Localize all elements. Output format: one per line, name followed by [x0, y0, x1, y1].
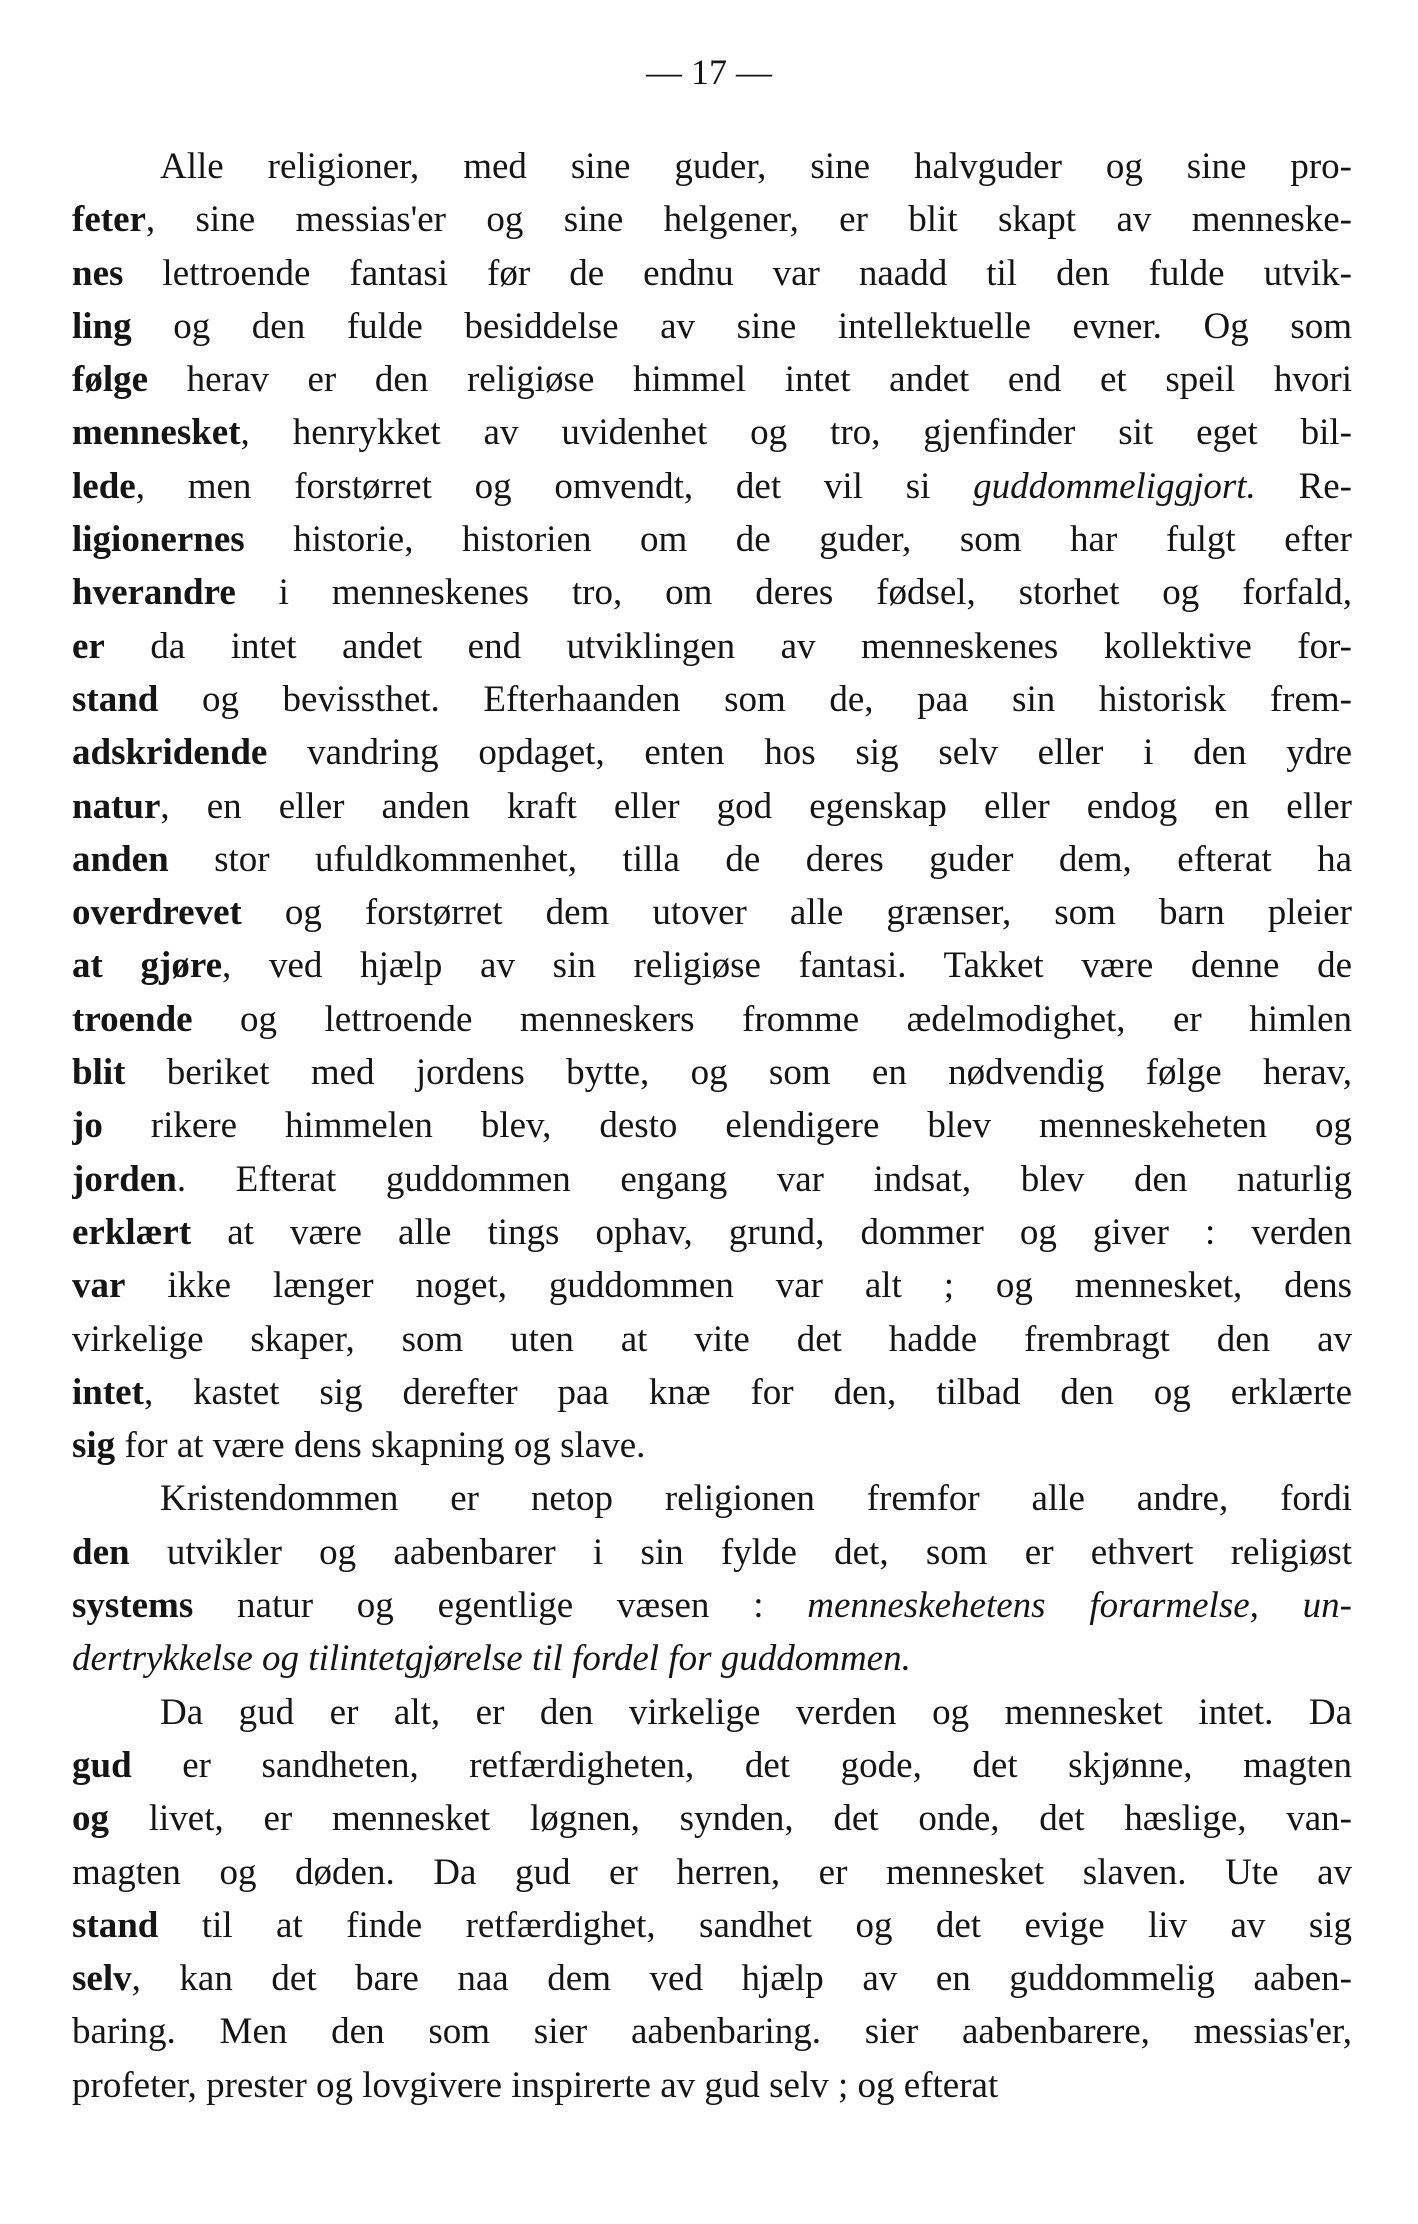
text-segment: baring. Men den som sier aabenbaring. sier aabenbarere, messias'er,	[72, 2011, 1352, 2053]
text-segment: selv	[72, 1958, 132, 2000]
text-segment: virkelige skaper, som uten at vite det hadde frembragt den av	[72, 1318, 1352, 1360]
text-line	[72, 1952, 1352, 2005]
text-line	[72, 1792, 1352, 1845]
text-segment: og den fulde besiddelse av sine intellektuelle evner. Og som	[131, 305, 1352, 347]
text-segment: stand	[72, 678, 159, 720]
text-segment: Kristendommen er netop religionen fremfor alle andre, fordi	[160, 1478, 1352, 1520]
text-segment: Re-	[1255, 465, 1352, 507]
text-segment: magten og døden. Da gud er herren, er mennesket slaven. Ute av	[72, 1851, 1352, 1893]
text-line	[72, 566, 1352, 619]
text-segment: utvikler og aabenbarer i sin fylde det, som er ethvert religiøst	[129, 1531, 1352, 1573]
text-segment: og	[72, 1798, 109, 1840]
text-segment: følge	[72, 359, 149, 401]
text-segment: herav er den religiøse himmel intet andet end et speil hvori	[148, 359, 1352, 401]
italic-text: guddommeliggjort.	[973, 465, 1256, 507]
text-line	[72, 780, 1352, 833]
text-segment: , henrykket av uvidenhet og tro, gjenfinder sit eget bil-	[240, 412, 1352, 454]
text-segment: og bevissthet. Efterhaanden som de, paa sin historisk frem-	[158, 678, 1352, 720]
text-line	[72, 1153, 1352, 1206]
paragraph	[72, 1686, 1352, 2112]
text-line	[72, 1579, 1352, 1632]
text-line	[72, 886, 1352, 939]
text-line	[72, 1046, 1352, 1099]
text-segment: historie, historien om de guder, som har fulgt efter	[244, 519, 1352, 561]
text-segment: for at være dens skapning og slave.	[115, 1425, 646, 1467]
text-line	[72, 513, 1352, 566]
text-segment: livet, er mennesket løgnen, synden, det onde, det hæslige, van-	[109, 1798, 1352, 1840]
text-segment: , sine messias'er og sine helgener, er blit skapt av menneske-	[145, 199, 1352, 241]
text-segment: , kan det bare naa dem ved hjælp av en guddommelig aaben-	[131, 1958, 1352, 2000]
text-segment: jorden	[72, 1158, 177, 1200]
text-segment: , en eller anden kraft eller god egenskap eller endog en eller	[160, 785, 1352, 827]
text-segment: stor ufuldkommenhet, tilla de deres guder dem, efterat ha	[168, 838, 1352, 880]
text-line	[72, 1206, 1352, 1259]
text-segment: at gjøre	[72, 945, 223, 987]
text-segment: natur	[72, 785, 161, 827]
text-line	[72, 939, 1352, 992]
text-line	[72, 460, 1352, 513]
text-segment: Da gud er alt, er den virkelige verden og mennesket intet. Da	[160, 1691, 1352, 1733]
text-line	[72, 673, 1352, 726]
text-segment: at være alle tings ophav, grund, dommer og giver : verden	[191, 1211, 1352, 1253]
text-line	[72, 1419, 1352, 1472]
text-segment: er	[72, 625, 105, 667]
text-segment: profeter, prester og lovgivere inspirerte av gud selv ; og efterat	[72, 2064, 999, 2106]
text-segment: den	[72, 1531, 130, 1573]
text-line	[72, 1313, 1352, 1366]
text-segment: i menneskenes tro, om deres fødsel, storhet og forfald,	[235, 572, 1352, 614]
text-line	[72, 1526, 1352, 1579]
text-segment: lettroende fantasi før de endnu var naadd til den fulde utvik-	[123, 252, 1352, 294]
text-line	[72, 1259, 1352, 1312]
text-line	[72, 993, 1352, 1046]
italic-text: dertrykkelse og tilintetgjørelse til fordel for guddommen.	[72, 1638, 911, 1680]
text-segment: rikere himmelen blev, desto elendigere blev menneskeheten og	[102, 1105, 1352, 1147]
text-segment: da intet andet end utviklingen av menneskenes kollektive for-	[104, 625, 1352, 667]
text-segment: blit	[72, 1052, 126, 1094]
paragraph	[72, 140, 1352, 1472]
text-line	[72, 1099, 1352, 1152]
text-segment: var	[72, 1265, 126, 1307]
text-segment: natur og egentlige væsen :	[193, 1585, 808, 1627]
text-segment: ikke længer noget, guddommen var alt ; og mennesket, dens	[125, 1265, 1352, 1307]
text-segment: adskridende	[72, 732, 268, 774]
text-segment: og lettroende menneskers fromme ædelmodighet, er himlen	[192, 998, 1352, 1040]
text-segment: jo	[72, 1105, 103, 1147]
text-segment: intet	[72, 1371, 144, 1413]
text-line	[72, 726, 1352, 779]
text-line	[72, 140, 1352, 193]
text-segment: . Efterat guddommen engang var indsat, blev den naturlig	[176, 1158, 1352, 1200]
text-line	[72, 193, 1352, 246]
text-segment: til at finde retfærdighet, sandhet og det evige liv av sig	[158, 1904, 1352, 1946]
text-line	[72, 353, 1352, 406]
text-segment: ligionernes	[72, 519, 245, 561]
text-segment: feter	[72, 199, 146, 241]
text-segment: overdrevet	[72, 892, 242, 934]
text-line	[72, 2059, 1352, 2112]
text-segment: vandring opdaget, enten hos sig selv eller i den ydre	[267, 732, 1352, 774]
text-line	[72, 1846, 1352, 1899]
page-number: — 17 —	[646, 52, 772, 92]
text-segment: , ved hjælp av sin religiøse fantasi. Takket være denne de	[222, 945, 1352, 987]
text-line	[72, 406, 1352, 459]
text-line	[72, 1472, 1352, 1525]
text-segment: ling	[72, 305, 132, 347]
text-line	[72, 2005, 1352, 2058]
paragraph	[72, 1472, 1352, 1685]
text-line	[72, 1686, 1352, 1739]
text-segment: Alle religioner, med sine guder, sine halvguder og sine pro-	[160, 146, 1352, 187]
text-segment: hverandre	[72, 572, 236, 614]
text-line	[72, 1739, 1352, 1792]
text-segment: anden	[72, 838, 169, 880]
text-segment: beriket med jordens bytte, og som en nødvendig følge herav,	[125, 1052, 1352, 1094]
text-segment: mennesket	[72, 412, 241, 454]
text-line	[72, 1632, 1352, 1685]
text-line	[72, 620, 1352, 673]
text-segment: og forstørret dem utover alle grænser, som barn pleier	[241, 892, 1352, 934]
text-segment: troende	[72, 998, 193, 1040]
text-line	[72, 1899, 1352, 1952]
text-line	[72, 247, 1352, 300]
text-line	[72, 1366, 1352, 1419]
text-segment: , men forstørret og omvendt, det vil si	[135, 465, 974, 507]
text-segment: erklært	[72, 1211, 192, 1253]
text-line	[72, 833, 1352, 886]
text-segment: er sandheten, retfærdigheten, det gode, det skjønne, magten	[131, 1744, 1352, 1786]
text-segment: systems	[72, 1585, 194, 1627]
text-segment: lede	[72, 465, 136, 507]
text-segment: sig	[72, 1425, 116, 1467]
body-text	[72, 140, 1352, 2112]
text-segment: gud	[72, 1744, 132, 1786]
text-segment: , kastet sig derefter paa knæ for den, tilbad den og erklærte	[143, 1371, 1352, 1413]
text-segment: nes	[72, 252, 124, 294]
text-segment: stand	[72, 1904, 159, 1946]
text-line	[72, 300, 1352, 353]
italic-text: menneskehetens forarmelse, un-	[807, 1585, 1352, 1627]
